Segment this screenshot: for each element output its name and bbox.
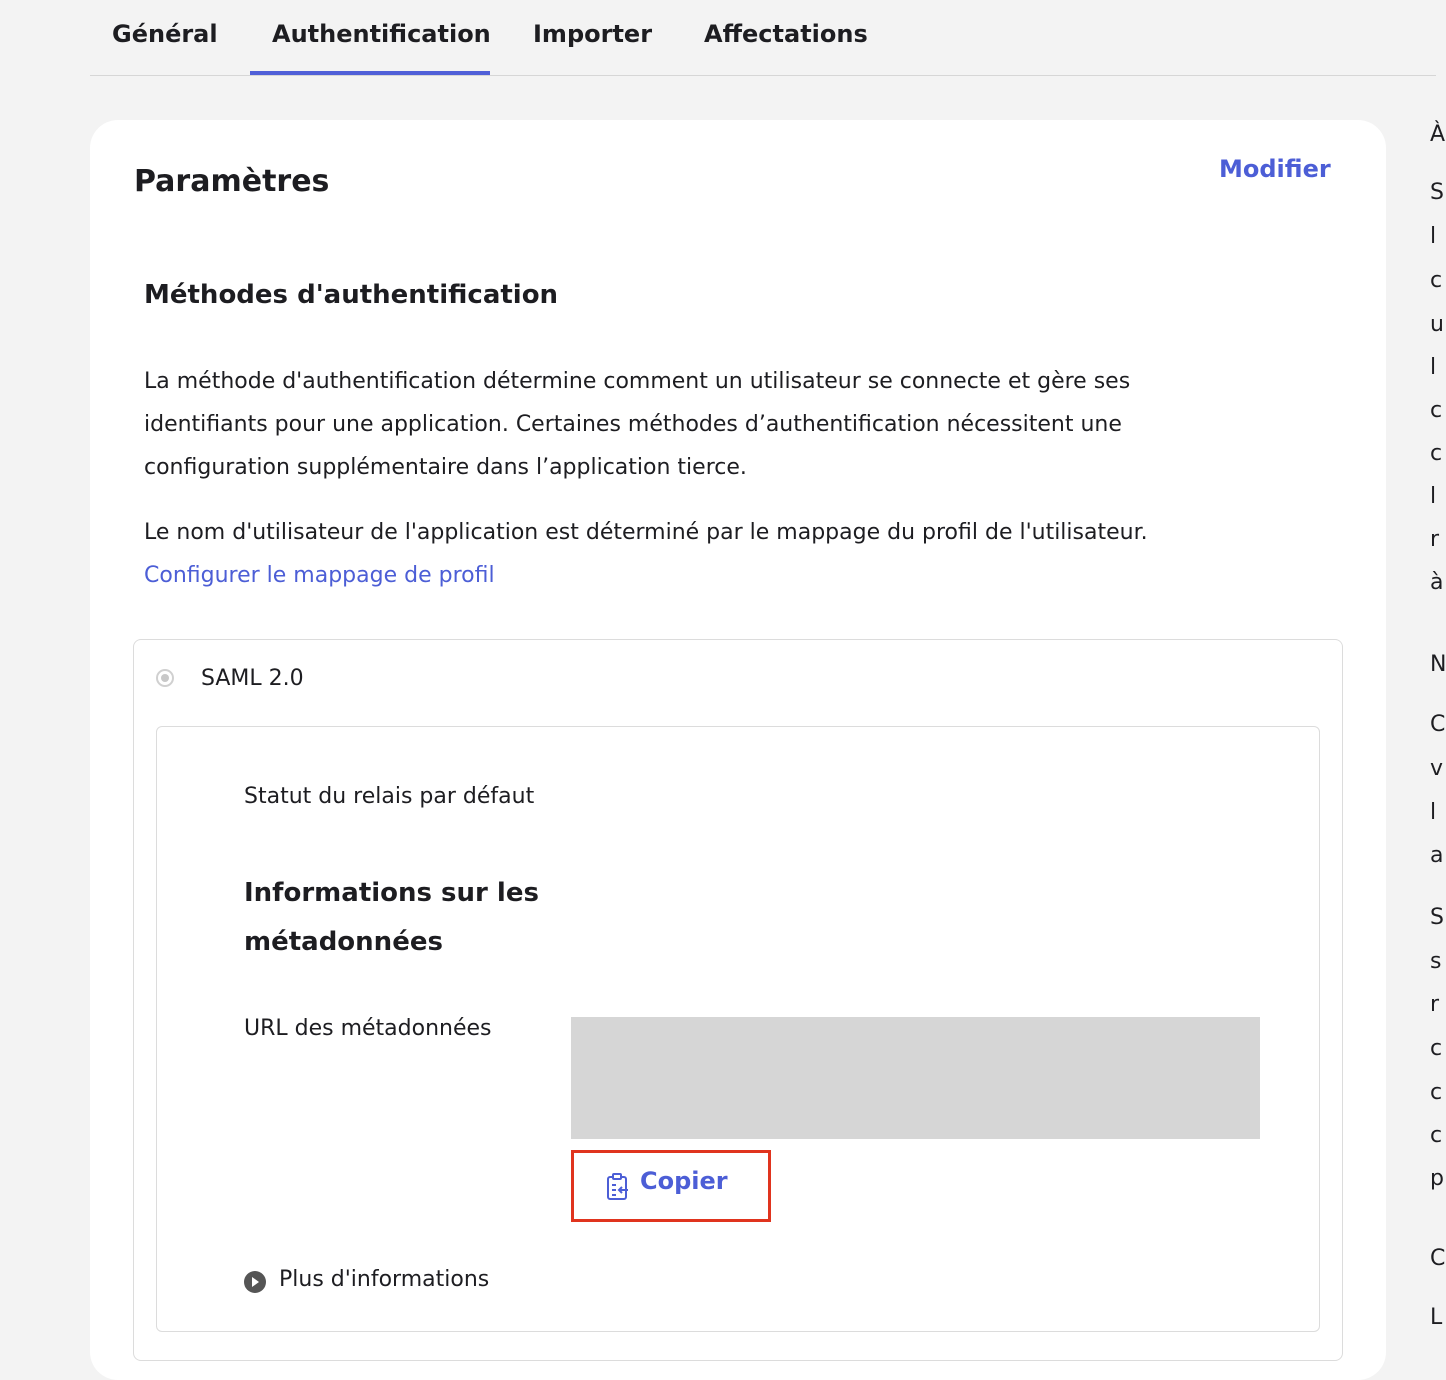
- side-text: c: [1430, 441, 1443, 466]
- side-text: r: [1430, 527, 1440, 552]
- side-text: c: [1430, 268, 1443, 293]
- tab-general[interactable]: Général: [112, 20, 218, 48]
- side-text: c: [1430, 1123, 1443, 1148]
- side-text: S: [1430, 180, 1444, 205]
- side-text: l: [1430, 484, 1437, 509]
- chevron-right-circle-icon: [244, 1271, 266, 1293]
- saml-method-panel: [133, 639, 1343, 1361]
- clipboard-copy-icon: [606, 1173, 630, 1201]
- more-info-label: Plus d'informations: [279, 1267, 490, 1292]
- auth-description: La méthode d'authentification détermine comment un utilisateur se connecte et gère ses identifiants pour une application. Certaines méthodes d’authentification nécessitent une configuration supplémentaire dans l’application tierce.: [144, 369, 1131, 480]
- saml-radio[interactable]: [156, 669, 174, 687]
- username-note: Le nom d'utilisateur de l'application est déterminé par le mappage du profil de l'utilisateur.: [144, 520, 1148, 545]
- side-text: c: [1430, 1080, 1443, 1105]
- edit-button[interactable]: Modifier: [1219, 155, 1331, 183]
- side-text: N: [1430, 652, 1446, 677]
- saml-label: SAML 2.0: [201, 666, 304, 691]
- tab-bar: [90, 0, 1436, 76]
- side-text: À: [1430, 122, 1446, 147]
- side-text: r: [1430, 992, 1440, 1017]
- side-text: v: [1430, 756, 1444, 781]
- card-title: Paramètres: [134, 164, 330, 199]
- metadata-url-value: [571, 1017, 1260, 1139]
- side-text: à: [1430, 570, 1444, 595]
- metadata-url-label: URL des métadonnées: [244, 1016, 492, 1041]
- section-title: Méthodes d'authentification: [144, 280, 559, 310]
- metadata-section-title: Informations sur les métadonnées: [244, 878, 539, 957]
- side-text: s: [1430, 949, 1442, 974]
- tab-assignments[interactable]: Affectations: [704, 20, 868, 48]
- side-text: l: [1430, 224, 1437, 249]
- copy-button[interactable]: [571, 1150, 771, 1222]
- active-tab-indicator: [250, 71, 490, 75]
- side-text: a: [1430, 843, 1444, 868]
- side-text: p: [1430, 1166, 1444, 1191]
- side-text: l: [1430, 355, 1437, 380]
- side-text: c: [1430, 398, 1443, 423]
- settings-card: [90, 120, 1386, 1380]
- configure-profile-mapping-link[interactable]: Configurer le mappage de profil: [144, 563, 495, 588]
- side-panel-clipped: [1430, 0, 1446, 1358]
- side-text: L: [1430, 1305, 1443, 1330]
- default-relay-state-label: Statut du relais par défaut: [244, 784, 535, 809]
- side-text: S: [1430, 905, 1444, 930]
- side-text: u: [1430, 312, 1444, 337]
- tab-import[interactable]: Importer: [533, 20, 653, 48]
- side-text: C: [1430, 712, 1446, 737]
- copy-label: Copier: [640, 1167, 728, 1195]
- tab-authentication[interactable]: Authentification: [272, 20, 491, 48]
- side-text: c: [1430, 1036, 1443, 1061]
- saml-details-box: [156, 726, 1320, 1332]
- side-text: C: [1430, 1246, 1446, 1271]
- side-text: l: [1430, 800, 1437, 825]
